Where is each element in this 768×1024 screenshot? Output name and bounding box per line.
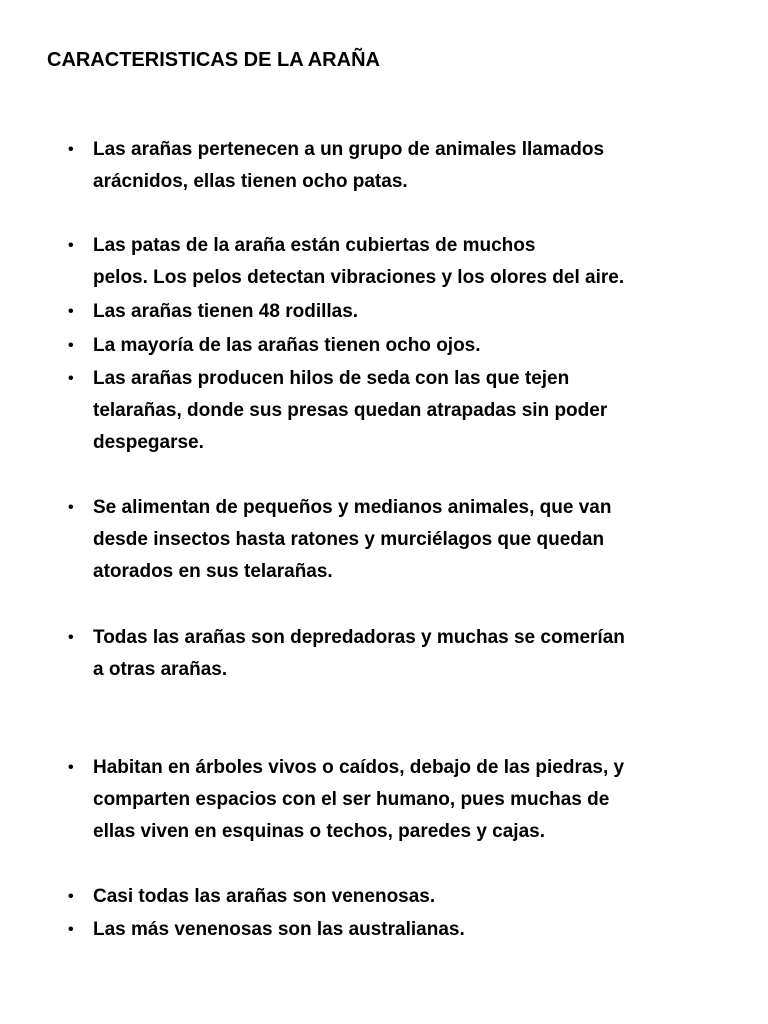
list-item (68, 881, 728, 913)
bullet-icon: • (68, 303, 74, 320)
list-item-text (93, 230, 728, 294)
list-item-line: a otras arañas. (93, 659, 228, 680)
list-item-text (93, 330, 728, 362)
list-item (68, 134, 728, 198)
list-item-line: La mayoría de las arañas tienen ocho ojos. (93, 335, 481, 356)
list-item-line: telarañas, donde sus presas quedan atrapadas sin poder (93, 400, 608, 421)
list-item-line: pelos. Los pelos detectan vibraciones y los olores del aire. (93, 267, 625, 288)
list-item-line: Todas las arañas son depredadoras y muchas se comerían (93, 627, 625, 648)
list-item-text (93, 914, 728, 946)
list-item-line: ellas viven en esquinas o techos, paredes y cajas. (93, 821, 546, 842)
list-item-text (93, 296, 728, 328)
list-item-line: Las arañas pertenecen a un grupo de animales llamados (93, 139, 605, 160)
list-item (68, 752, 728, 848)
list-item-line: Las más venenosas son las australianas. (93, 919, 465, 940)
list-item (68, 296, 728, 328)
list-item (68, 330, 728, 362)
list-item (68, 230, 728, 294)
list-item-line: Las arañas tienen 48 rodillas. (93, 301, 359, 322)
list-item-line: Las patas de la araña están cubiertas de muchos (93, 235, 536, 256)
list-item-line: arácnidos, ellas tienen ocho patas. (93, 171, 408, 192)
list-item-text (93, 622, 728, 686)
bullet-icon: • (68, 370, 74, 387)
list-item-line: despegarse. (93, 432, 204, 453)
page-title: CARACTERISTICAS DE LA ARAÑA (47, 49, 380, 71)
bullet-icon: • (68, 237, 74, 254)
list-item (68, 492, 728, 588)
list-item-text (93, 881, 728, 913)
bullet-icon: • (68, 888, 74, 905)
list-item-text (93, 492, 728, 588)
bullet-icon: • (68, 499, 74, 516)
list-item-line: Se alimentan de pequeños y medianos animales, que van (93, 497, 612, 518)
list-item-text (93, 363, 728, 459)
list-item (68, 363, 728, 459)
list-item-line: Las arañas producen hilos de seda con las que tejen (93, 368, 570, 389)
list-item-line: comparten espacios con el ser humano, pues muchas de (93, 789, 610, 810)
bullet-icon: • (68, 141, 74, 158)
list-item-line: Habitan en árboles vivos o caídos, debajo de las piedras, y (93, 757, 625, 778)
bullet-icon: • (68, 921, 74, 938)
list-item-line: Casi todas las arañas son venenosas. (93, 886, 436, 907)
list-item-text (93, 752, 728, 848)
list-item-line: desde insectos hasta ratones y murciélagos que quedan (93, 529, 605, 550)
bullet-icon: • (68, 337, 74, 354)
list-item (68, 622, 728, 686)
bullet-icon: • (68, 759, 74, 776)
list-item-line: atorados en sus telarañas. (93, 561, 333, 582)
bullet-icon: • (68, 629, 74, 646)
list-item-text (93, 134, 728, 198)
list-item (68, 914, 728, 946)
